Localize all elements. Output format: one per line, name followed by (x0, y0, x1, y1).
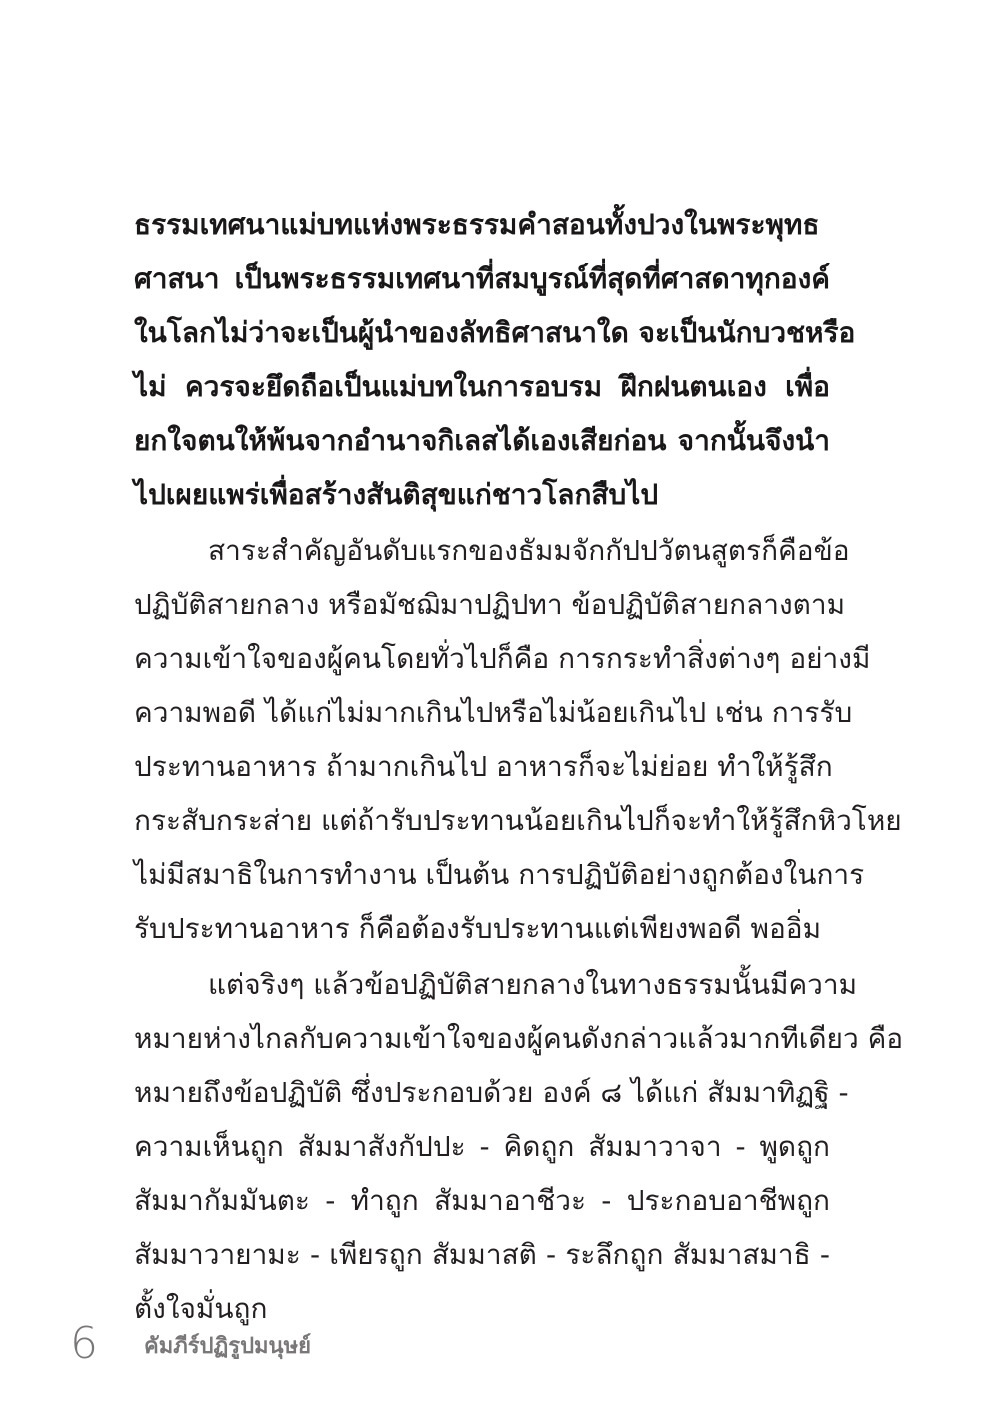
paragraph-line: สาระสำคัญอันดับแรกของธัมมจักกัปปวัตนสูตรก็คือข้อ (208, 534, 850, 567)
book-title: คัมภีร์ปฏิรูปมนุษย์ (144, 1334, 311, 1359)
intro-paragraph (134, 198, 856, 522)
paragraph-line: ความเข้าใจของผู้คนโดยทั่วไปก็คือ การกระทำสิ่งต่างๆ อย่างมี (134, 642, 871, 675)
paragraph-line: แต่จริงๆ แล้วข้อปฏิบัติสายกลางในทางธรรมนั้นมีความ (208, 968, 858, 1001)
paragraph-line: รับประทานอาหาร ก็คือต้องรับประทานแต่เพียงพอดี พออิ่ม (134, 912, 822, 945)
paragraph-line: ปฏิบัติสายกลาง หรือมัชฌิมาปฏิปทา ข้อปฏิบัติสายกลางตาม (134, 588, 846, 621)
paragraph-line: กระสับกระส่าย แต่ถ้ารับประทานน้อยเกินไปก็จะทำให้รู้สึกหิวโหย (134, 804, 902, 837)
intro-line: ศาสนา เป็นพระธรรมเทศนาที่สมบูรณ์ที่สุดที่ศาสดาทุกองค์ (134, 262, 830, 295)
intro-line: ในโลกไม่ว่าจะเป็นผู้นำของลัทธิศาสนาใด จะเป็นนักบวชหรือ (134, 316, 856, 349)
paragraph-line: สัมมาวายามะ - เพียรถูก สัมมาสติ - ระลึกถูก สัมมาสมาธิ - (134, 1238, 830, 1271)
paragraph-line: หมายถึงข้อปฏิบัติ ซึ่งประกอบด้วย องค์ ๘ ได้แก่ สัมมาทิฏฐิ - (134, 1076, 849, 1109)
page-number: 6 (70, 1318, 98, 1369)
paragraph-line: หมายห่างไกลกับความเข้าใจของผู้คนดังกล่าวแล้วมากทีเดียว คือ (134, 1022, 904, 1055)
intro-line: ไปเผยแพร่เพื่อสร้างสันติสุขแก่ชาวโลกสืบไป (134, 478, 659, 511)
intro-line: ไม่ ควรจะยึดถือเป็นแม่บทในการอบรม ฝึกฝนตนเอง เพื่อ (134, 370, 830, 403)
paragraph-line: ประทานอาหาร ถ้ามากเกินไป อาหารก็จะไม่ย่อย ทำให้รู้สึก (134, 750, 833, 783)
intro-line: ธรรมเทศนาแม่บทแห่งพระธรรมคำสอนทั้งปวงในพระพุทธ (134, 208, 820, 241)
intro-line: ยกใจตนให้พ้นจากอำนาจกิเลสได้เองเสียก่อน จากนั้นจึงนำ (134, 424, 830, 457)
paragraph-line: ความพอดี ได้แก่ไม่มากเกินไปหรือไม่น้อยเกินไป เช่น การรับ (134, 696, 853, 729)
paragraph-line: ตั้งใจมั่นถูก (134, 1292, 268, 1325)
body-paragraph-2 (134, 958, 904, 1336)
paragraph-line: สัมมากัมมันตะ - ทำถูก สัมมาอาชีวะ - ประกอบอาชีพถูก (134, 1184, 830, 1217)
paragraph-line: ความเห็นถูก สัมมาสังกัปปะ - คิดถูก สัมมาวาจา - พูดถูก (134, 1130, 830, 1163)
paragraph-line: ไม่มีสมาธิในการทำงาน เป็นต้น การปฏิบัติอย่างถูกต้องในการ (134, 858, 865, 891)
body-paragraph-1 (134, 524, 902, 956)
